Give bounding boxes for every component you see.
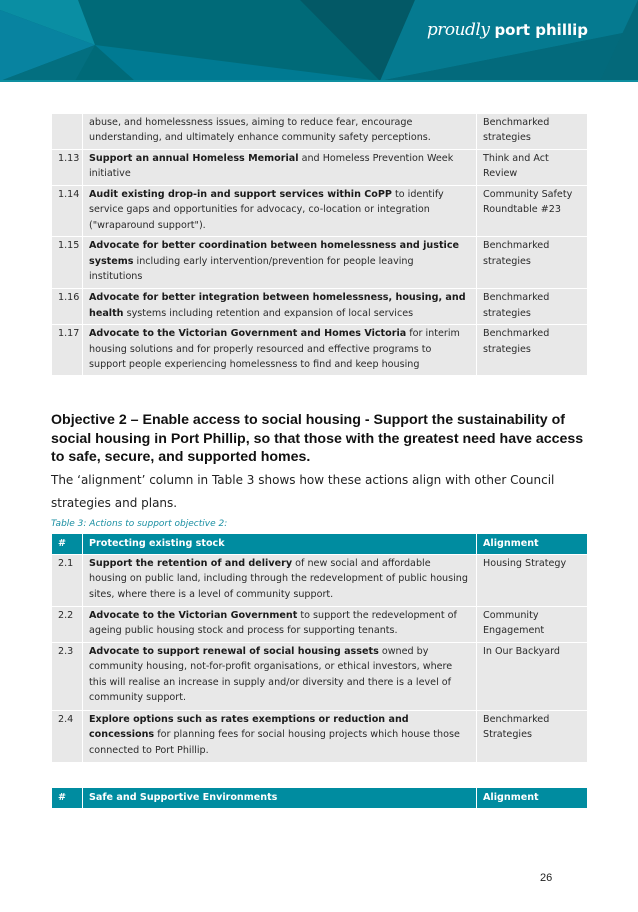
row-action (83, 711, 477, 763)
row-number: 1.14 (52, 186, 83, 237)
row-action (83, 643, 477, 711)
row-action (83, 607, 477, 643)
row-alignment: Benchmarked strategies (477, 114, 588, 150)
safe-supportive-table (51, 787, 588, 809)
action-bold: Support the retention of and delivery (89, 558, 293, 569)
table-header-row (52, 788, 588, 809)
action-bold: Advocate to the Victorian Government and Homes Victoria (89, 328, 407, 340)
table-header-row (52, 534, 588, 555)
objective-2-intro: The ‘alignment’ column in Table 3 shows how these actions align with other Council strategies and plans. (51, 473, 555, 510)
row-action (83, 289, 477, 325)
actions-table-continued (51, 113, 588, 376)
logo-brand: port phillip (494, 21, 588, 39)
header-alignment: Alignment (477, 534, 588, 555)
row-number: 2.3 (52, 643, 83, 711)
row-action (83, 237, 477, 289)
row-alignment: Benchmarked strategies (477, 289, 588, 325)
action-text: abuse, and homelessness issues, aiming to reduce fear, encourage understanding, and ultimately enhance community safety perceptions. (89, 117, 431, 144)
action-text: systems including retention and expansion of local services (123, 307, 414, 319)
row-alignment: Think and Act Review (477, 150, 588, 186)
row-action (83, 555, 477, 607)
header-title: Protecting existing stock (83, 534, 477, 555)
action-bold: Advocate for better integration between homelessness, housing, and health (89, 292, 466, 319)
action-bold: Advocate for better coordination between homelessness and justice systems (89, 240, 460, 267)
row-action (83, 186, 477, 237)
table-row (52, 555, 588, 607)
banner-divider (0, 80, 638, 82)
row-number: 2.4 (52, 711, 83, 763)
table-row (52, 114, 588, 150)
row-number: 1.16 (52, 289, 83, 325)
row-number: 2.1 (52, 555, 83, 607)
objective-2-heading: Objective 2 – Enable access to social housing - Support the sustainability of social housing in Port Phillip, so that those with the greatest need have access to safe, secure, and supported homes. (51, 412, 584, 465)
action-text: to identify service gaps and opportunities for advocacy, co-location or integration ("wraparound support"). (89, 189, 444, 231)
table-3-caption: Table 3: Actions to support objective 2: (51, 519, 228, 529)
row-alignment: Community Safety Roundtable #23 (477, 186, 588, 237)
header-num: # (52, 534, 83, 555)
row-alignment: In Our Backyard (477, 643, 588, 711)
action-text: for planning fees for social housing projects which house those connected to Port Phillip. (89, 729, 460, 756)
table-row (52, 607, 588, 643)
row-action (83, 114, 477, 150)
row-action (83, 150, 477, 186)
action-text: to support the redevelopment of ageing public housing stock and process for supporting tenants. (89, 610, 457, 637)
action-text: for interim housing solutions and for properly resourced and effective programs to support people experiencing homelessness to find and keep housing (89, 328, 460, 371)
row-alignment: Housing Strategy (477, 555, 588, 607)
row-alignment: Benchmarked strategies (477, 325, 588, 376)
action-text: owned by community housing, not-for-profit organisations, or ethical investors, where this will realise an increase in supply and/or diversity and there is a level of community support. (89, 646, 453, 704)
action-text: of new social and affordable housing on public land, including through the redevelopment of public housing sites, where there is a level of community support. (89, 558, 468, 600)
table-row (52, 150, 588, 186)
table-row (52, 325, 588, 376)
table-row (52, 643, 588, 711)
row-alignment: Community Engagement (477, 607, 588, 643)
table-row (52, 289, 588, 325)
action-bold: Audit existing drop-in and support services within CoPP (89, 189, 392, 200)
row-number: 1.17 (52, 325, 83, 376)
header-title: Safe and Supportive Environments (83, 788, 477, 809)
table-row (52, 711, 588, 763)
table-3 (51, 533, 588, 763)
header-alignment: Alignment (477, 788, 588, 809)
logo-script: proudly (426, 20, 490, 40)
page-number: 26 (540, 872, 553, 884)
proudly-port-phillip-logo (427, 20, 588, 40)
action-bold: Advocate to support renewal of social housing assets (89, 646, 379, 657)
row-number (52, 114, 83, 150)
row-number: 1.15 (52, 237, 83, 289)
action-text: and Homeless Prevention Week initiative (89, 153, 454, 180)
action-bold: Explore options such as rates exemptions or reduction and concessions (89, 714, 409, 741)
table-row (52, 186, 588, 237)
header-banner (0, 0, 638, 81)
action-bold: Support an annual Homeless Memorial (89, 153, 299, 164)
banner-pattern (0, 0, 638, 81)
action-text: including early intervention/prevention for people leaving institutions (89, 255, 414, 283)
row-number: 2.2 (52, 607, 83, 643)
row-alignment: Benchmarked Strategies (477, 711, 588, 763)
row-number: 1.13 (52, 150, 83, 186)
row-alignment: Benchmarked strategies (477, 237, 588, 289)
table-row (52, 237, 588, 289)
header-num: # (52, 788, 83, 809)
action-bold: Advocate to the Victorian Government (89, 610, 298, 621)
row-action (83, 325, 477, 376)
